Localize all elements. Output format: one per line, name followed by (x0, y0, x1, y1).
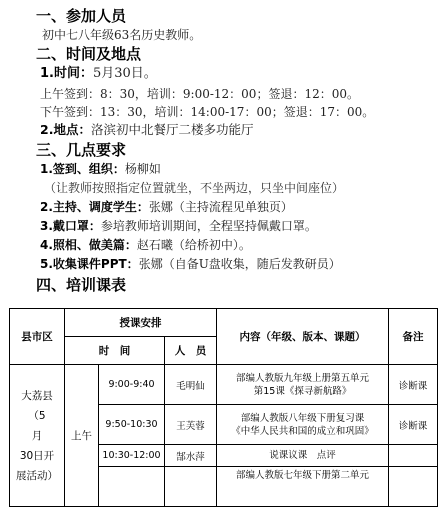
section-1-body: 初中七八年级63名历史教师。 (42, 28, 202, 42)
time-value: 5月30日。 (92, 66, 157, 81)
requirement-item: 2.主持、调度学生：张娜（主持流程见单独页） (40, 200, 293, 214)
requirement-item: 4.照相、做美篇：赵石曦（给桥初中）。 (40, 238, 251, 252)
table-header-row (10, 309, 438, 337)
county-cell: 大荔县 （5 月 30日开 展活动） (10, 365, 65, 507)
remark-cell: 诊断课 (389, 405, 438, 445)
requirement-item: 3.戴口罩：参培教师培训期间，全程坚持佩戴口罩。 (40, 219, 317, 233)
header-arrangement: 授课安排 (65, 309, 217, 337)
section-3-heading: 三、几点要求 (36, 141, 127, 159)
header-content: 内容（年级、版本、课题） (217, 309, 389, 365)
content-cell: 说课议课 点评 (217, 445, 389, 467)
time-label: 1.时间： (40, 66, 93, 81)
header-time: 时 间 (65, 337, 165, 365)
section-2-heading: 二、时间及地点 (36, 45, 142, 63)
time-cell: 9:00-9:40 (99, 365, 165, 405)
header-remark: 备注 (389, 309, 438, 365)
person-cell: 郜水萍 (165, 445, 217, 467)
remark-cell (389, 467, 438, 507)
content-cell: 部编人教版七年级下册第二单元 (217, 467, 389, 507)
remark-cell: 诊断课 (389, 365, 438, 405)
time-cell: 10:30-12:00 (99, 445, 165, 467)
requirement-item: 5.收集课件PPT：张娜（自备U盘收集，随后发教研员） (40, 257, 341, 271)
place-label: 2.地点： (40, 122, 91, 137)
requirement-item: 1.签到、组织：杨柳如 (40, 162, 161, 176)
time-line (40, 66, 157, 82)
training-schedule-table (9, 308, 438, 507)
remark-cell (389, 445, 438, 467)
person-cell: 毛明仙 (165, 365, 217, 405)
header-county: 县市区 (10, 309, 65, 365)
period-cell: 上午 (65, 365, 99, 507)
place-value: 洛滨初中北餐厅二楼多功能厅 (90, 122, 254, 137)
morning-schedule: 上午签到：8：30，培训：9:00-12：00；签退：12：00。 (40, 87, 359, 101)
header-person: 人 员 (165, 337, 217, 365)
time-cell: 9:50-10:30 (99, 405, 165, 445)
time-cell (99, 467, 165, 507)
afternoon-schedule: 下午签到：13：30，培训：14:00-17：00；签退：17：00。 (40, 105, 375, 119)
content-cell: 部编人教版八年级下册复习课 《中华人民共和国的成立和巩固》 (217, 405, 389, 445)
person-cell (165, 467, 217, 507)
requirement-item: （让教师按照指定位置就坐，不坐两边，只坐中间座位） (44, 181, 345, 195)
section-4-heading: 四、培训课表 (36, 276, 127, 294)
person-cell: 王芙蓉 (165, 405, 217, 445)
place-line (40, 122, 253, 138)
table-row (10, 365, 438, 405)
section-1-heading: 一、参加人员 (36, 7, 127, 25)
content-cell: 部编人教版九年级上册第五单元 第15课《探寻新航路》 (217, 365, 389, 405)
